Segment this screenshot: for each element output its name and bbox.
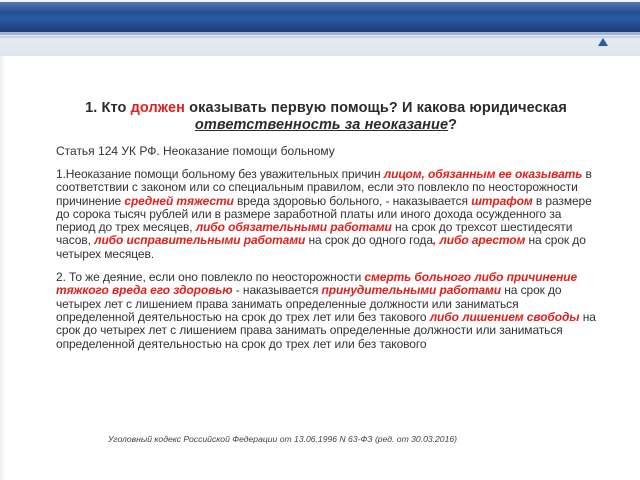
- header-bar-highlight: [0, 2, 640, 12]
- title-part-3: оказывать первую помощь? И какова юридическая: [185, 100, 567, 116]
- text-run: 2. То же деяние, если оно повлекло по неосторожности: [56, 270, 365, 285]
- source-citation: Уголовный кодекс Российской Федерации от 13.06.1996 N 63-ФЗ (ред. от 30.03.2016): [108, 434, 457, 444]
- header-divider-secondary: [0, 36, 640, 38]
- header-bar: [0, 2, 640, 32]
- title-part-4-underlined: ответственность за неоказание: [194, 117, 449, 133]
- text-run: на срок до четырех лет с лишением права занимать определенные должности или заниматься определенной деятельностью на срок до трех лет или без такового: [56, 309, 596, 351]
- highlight-phrase: средней тяжести: [124, 193, 234, 208]
- highlight-phrase: , либо арестом: [432, 233, 526, 248]
- text-run: на срок до четырех лет с лишением права занимать определенные должности или заниматься определенной деятельностью на срок до трех лет или без такового: [56, 283, 562, 324]
- highlight-phrase: либо лишением свободы: [429, 309, 580, 324]
- text-run: на срок до четырех месяцев.: [56, 233, 586, 261]
- title-part-1: 1. Кто: [85, 100, 131, 116]
- slide-content: [56, 100, 596, 351]
- text-run: - наказывается: [232, 283, 322, 298]
- text-run: в соответствии с законом или со специальным правилом, если это повлекло по неосторожности причинение: [56, 167, 592, 208]
- highlight-phrase: либо исправительными работами: [94, 233, 306, 248]
- paragraph-1: [56, 168, 596, 261]
- highlight-phrase: смерть больного либо причинение тяжкого вреда его здоровью: [56, 270, 578, 298]
- article-heading: Статья 124 УК РФ. Неоказание помощи больному: [56, 144, 335, 158]
- text-run: в размере до сорока тысяч рублей или в размере заработной платы или иного дохода осужденного за период до трех месяцев,: [56, 193, 592, 235]
- text-run: вреда здоровью больного, - наказывается: [233, 193, 472, 208]
- slide-title: [56, 100, 596, 134]
- title-part-2-highlight: должен: [130, 100, 185, 116]
- highlight-phrase: штрафом: [471, 193, 533, 208]
- highlight-phrase: либо обязательными работами: [195, 220, 392, 235]
- title-part-5: ?: [448, 117, 458, 133]
- text-run: на срок до трехсот шестидесяти часов,: [56, 220, 573, 248]
- paragraph-2: [56, 271, 596, 351]
- left-frame-shade: [0, 56, 6, 480]
- triangle-icon: [598, 38, 608, 46]
- text-run: 1.Неоказание помощи больному без уважительных причин: [56, 167, 384, 181]
- text-run: на срок до одного года: [305, 233, 433, 248]
- highlight-phrase: лицом, обязанным ее оказывать: [383, 167, 583, 181]
- highlight-phrase: принудительными работами: [321, 283, 502, 298]
- header-divider: [0, 32, 640, 35]
